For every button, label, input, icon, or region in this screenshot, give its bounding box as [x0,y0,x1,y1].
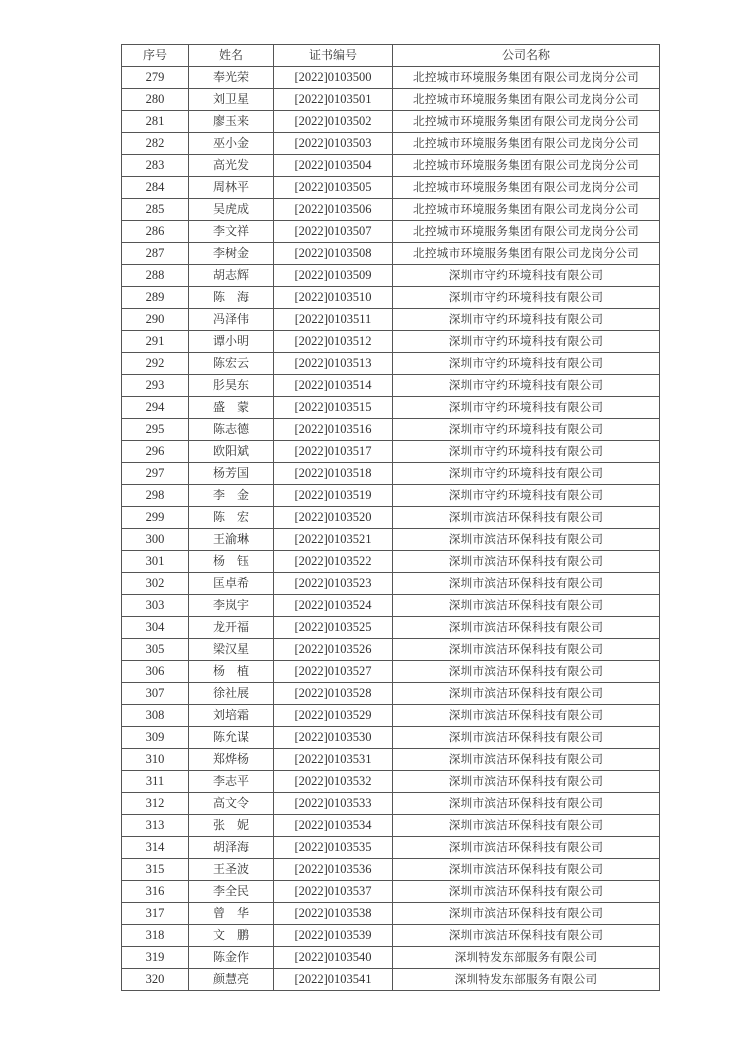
cell-company: 深圳市滨洁环保科技有限公司 [393,705,660,727]
cell-seq: 299 [122,507,189,529]
cell-company: 深圳市守约环境科技有限公司 [393,309,660,331]
cell-cert: [2022]0103535 [274,837,393,859]
cell-seq: 308 [122,705,189,727]
cell-company: 深圳市守约环境科技有限公司 [393,419,660,441]
table-row [122,529,660,551]
cell-cert: [2022]0103528 [274,683,393,705]
cell-company: 深圳市守约环境科技有限公司 [393,485,660,507]
cell-seq: 315 [122,859,189,881]
table-row [122,89,660,111]
table-row [122,661,660,683]
cell-cert: [2022]0103524 [274,595,393,617]
table-row [122,947,660,969]
cell-name: 郑烨杨 [189,749,274,771]
cell-name: 巫小金 [189,133,274,155]
table-row [122,507,660,529]
cell-name: 李志平 [189,771,274,793]
cell-seq: 293 [122,375,189,397]
cell-cert: [2022]0103500 [274,67,393,89]
cell-seq: 301 [122,551,189,573]
table-row [122,353,660,375]
cell-seq: 309 [122,727,189,749]
cell-company: 深圳特发东部服务有限公司 [393,969,660,991]
cell-name: 廖玉来 [189,111,274,133]
table-row [122,463,660,485]
cell-seq: 314 [122,837,189,859]
cell-company: 深圳市滨洁环保科技有限公司 [393,727,660,749]
cell-name: 刘培霜 [189,705,274,727]
header-company: 公司名称 [393,45,660,67]
cell-seq: 306 [122,661,189,683]
cell-seq: 298 [122,485,189,507]
cell-cert: [2022]0103520 [274,507,393,529]
cell-seq: 284 [122,177,189,199]
table-row [122,925,660,947]
cell-name: 张 妮 [189,815,274,837]
cell-cert: [2022]0103502 [274,111,393,133]
cell-seq: 316 [122,881,189,903]
cell-company: 深圳市滨洁环保科技有限公司 [393,771,660,793]
cell-company: 深圳市守约环境科技有限公司 [393,375,660,397]
cell-seq: 287 [122,243,189,265]
table-row [122,595,660,617]
cell-seq: 297 [122,463,189,485]
cell-name: 欧阳斌 [189,441,274,463]
table-row [122,221,660,243]
cell-name: 陈 海 [189,287,274,309]
table-row [122,243,660,265]
cell-seq: 302 [122,573,189,595]
cell-seq: 319 [122,947,189,969]
cell-seq: 289 [122,287,189,309]
cell-seq: 290 [122,309,189,331]
table-row [122,133,660,155]
cell-company: 北控城市环境服务集团有限公司龙岗分公司 [393,199,660,221]
cell-company: 北控城市环境服务集团有限公司龙岗分公司 [393,133,660,155]
cell-name: 盛 蒙 [189,397,274,419]
cell-company: 北控城市环境服务集团有限公司龙岗分公司 [393,89,660,111]
cell-seq: 282 [122,133,189,155]
cell-company: 深圳市守约环境科技有限公司 [393,397,660,419]
certificate-table [121,44,660,991]
cell-seq: 311 [122,771,189,793]
table-row [122,573,660,595]
cell-name: 徐社展 [189,683,274,705]
table-row [122,881,660,903]
cell-company: 深圳市滨洁环保科技有限公司 [393,551,660,573]
cell-cert: [2022]0103533 [274,793,393,815]
cell-seq: 283 [122,155,189,177]
table-row [122,265,660,287]
cell-seq: 292 [122,353,189,375]
cell-cert: [2022]0103511 [274,309,393,331]
cell-name: 吴虎成 [189,199,274,221]
cell-name: 李全民 [189,881,274,903]
cell-name: 王渝琳 [189,529,274,551]
header-cert-number: 证书编号 [274,45,393,67]
cell-seq: 280 [122,89,189,111]
cell-seq: 300 [122,529,189,551]
table-row [122,177,660,199]
cell-company: 深圳特发东部服务有限公司 [393,947,660,969]
cell-name: 奉光荣 [189,67,274,89]
cell-seq: 305 [122,639,189,661]
table-row [122,771,660,793]
cell-seq: 317 [122,903,189,925]
cell-name: 陈允谋 [189,727,274,749]
cell-company: 深圳市守约环境科技有限公司 [393,441,660,463]
cell-company: 深圳市滨洁环保科技有限公司 [393,529,660,551]
cell-company: 深圳市守约环境科技有限公司 [393,287,660,309]
cell-cert: [2022]0103540 [274,947,393,969]
cell-company: 深圳市滨洁环保科技有限公司 [393,639,660,661]
header-seq: 序号 [122,45,189,67]
table-row [122,287,660,309]
cell-company: 深圳市守约环境科技有限公司 [393,353,660,375]
table-row [122,815,660,837]
cell-cert: [2022]0103531 [274,749,393,771]
cell-name: 肜昊东 [189,375,274,397]
cell-company: 深圳市滨洁环保科技有限公司 [393,837,660,859]
cell-seq: 279 [122,67,189,89]
cell-seq: 307 [122,683,189,705]
cell-name: 胡泽海 [189,837,274,859]
cell-company: 北控城市环境服务集团有限公司龙岗分公司 [393,177,660,199]
table-row [122,903,660,925]
cell-cert: [2022]0103538 [274,903,393,925]
cell-company: 深圳市滨洁环保科技有限公司 [393,793,660,815]
cell-name: 李 金 [189,485,274,507]
cell-cert: [2022]0103505 [274,177,393,199]
table-row [122,969,660,991]
table-row [122,441,660,463]
cell-cert: [2022]0103525 [274,617,393,639]
cell-name: 龙开福 [189,617,274,639]
cell-cert: [2022]0103512 [274,331,393,353]
table-row [122,485,660,507]
cell-company: 深圳市滨洁环保科技有限公司 [393,815,660,837]
cell-seq: 286 [122,221,189,243]
cell-cert: [2022]0103541 [274,969,393,991]
table-row [122,683,660,705]
cell-cert: [2022]0103537 [274,881,393,903]
cell-company: 深圳市滨洁环保科技有限公司 [393,903,660,925]
cell-company: 深圳市滨洁环保科技有限公司 [393,595,660,617]
cell-name: 周林平 [189,177,274,199]
table-row [122,705,660,727]
cell-name: 冯泽伟 [189,309,274,331]
table-row [122,397,660,419]
cell-name: 梁汉星 [189,639,274,661]
cell-cert: [2022]0103517 [274,441,393,463]
cell-seq: 296 [122,441,189,463]
cell-cert: [2022]0103539 [274,925,393,947]
cell-seq: 281 [122,111,189,133]
cell-name: 胡志辉 [189,265,274,287]
cell-cert: [2022]0103506 [274,199,393,221]
cell-company: 深圳市守约环境科技有限公司 [393,265,660,287]
table-row [122,375,660,397]
cell-seq: 291 [122,331,189,353]
cell-company: 深圳市滨洁环保科技有限公司 [393,661,660,683]
cell-seq: 288 [122,265,189,287]
cell-company: 深圳市滨洁环保科技有限公司 [393,507,660,529]
cell-name: 杨 钰 [189,551,274,573]
cell-name: 曾 华 [189,903,274,925]
cell-seq: 320 [122,969,189,991]
cell-name: 谭小明 [189,331,274,353]
cell-cert: [2022]0103516 [274,419,393,441]
table-row [122,199,660,221]
cell-name: 高文令 [189,793,274,815]
cell-cert: [2022]0103521 [274,529,393,551]
cell-company: 北控城市环境服务集团有限公司龙岗分公司 [393,111,660,133]
cell-cert: [2022]0103527 [274,661,393,683]
cell-company: 深圳市守约环境科技有限公司 [393,331,660,353]
table-body [122,67,660,991]
cell-cert: [2022]0103504 [274,155,393,177]
cell-name: 匡卓希 [189,573,274,595]
cell-cert: [2022]0103509 [274,265,393,287]
table-row [122,155,660,177]
cell-name: 文 鹏 [189,925,274,947]
table-row [122,67,660,89]
cell-seq: 295 [122,419,189,441]
cell-cert: [2022]0103508 [274,243,393,265]
cell-company: 深圳市滨洁环保科技有限公司 [393,617,660,639]
cell-cert: [2022]0103518 [274,463,393,485]
cell-cert: [2022]0103514 [274,375,393,397]
cell-name: 陈 宏 [189,507,274,529]
cell-seq: 310 [122,749,189,771]
cell-company: 深圳市滨洁环保科技有限公司 [393,573,660,595]
table-row [122,727,660,749]
cell-company: 北控城市环境服务集团有限公司龙岗分公司 [393,243,660,265]
cell-cert: [2022]0103523 [274,573,393,595]
cell-seq: 285 [122,199,189,221]
cell-cert: [2022]0103507 [274,221,393,243]
cell-seq: 318 [122,925,189,947]
table-row [122,837,660,859]
table-row [122,617,660,639]
cell-name: 刘卫星 [189,89,274,111]
cell-cert: [2022]0103534 [274,815,393,837]
cell-name: 陈宏云 [189,353,274,375]
cell-cert: [2022]0103522 [274,551,393,573]
cell-company: 深圳市滨洁环保科技有限公司 [393,749,660,771]
cell-company: 深圳市滨洁环保科技有限公司 [393,925,660,947]
cell-cert: [2022]0103526 [274,639,393,661]
cell-company: 北控城市环境服务集团有限公司龙岗分公司 [393,221,660,243]
cell-seq: 304 [122,617,189,639]
cell-name: 李岚宇 [189,595,274,617]
cell-name: 陈金作 [189,947,274,969]
cell-cert: [2022]0103519 [274,485,393,507]
cell-cert: [2022]0103529 [274,705,393,727]
cell-name: 颜慧亮 [189,969,274,991]
table-row [122,749,660,771]
cell-name: 李文祥 [189,221,274,243]
cell-company: 深圳市滨洁环保科技有限公司 [393,859,660,881]
table-row [122,859,660,881]
table-row [122,551,660,573]
cell-cert: [2022]0103530 [274,727,393,749]
cell-company: 深圳市滨洁环保科技有限公司 [393,683,660,705]
table-row [122,639,660,661]
cell-name: 陈志德 [189,419,274,441]
cell-seq: 303 [122,595,189,617]
cell-name: 李树金 [189,243,274,265]
cell-cert: [2022]0103510 [274,287,393,309]
table-row [122,419,660,441]
header-name: 姓名 [189,45,274,67]
cell-name: 杨 植 [189,661,274,683]
cell-cert: [2022]0103536 [274,859,393,881]
cell-cert: [2022]0103503 [274,133,393,155]
cell-company: 北控城市环境服务集团有限公司龙岗分公司 [393,67,660,89]
cell-name: 杨芳国 [189,463,274,485]
cell-company: 北控城市环境服务集团有限公司龙岗分公司 [393,155,660,177]
table-row [122,111,660,133]
table-row [122,309,660,331]
cell-cert: [2022]0103501 [274,89,393,111]
cell-company: 深圳市守约环境科技有限公司 [393,463,660,485]
cell-name: 王圣波 [189,859,274,881]
cell-seq: 313 [122,815,189,837]
cell-cert: [2022]0103532 [274,771,393,793]
cell-name: 高光发 [189,155,274,177]
cell-cert: [2022]0103515 [274,397,393,419]
cell-company: 深圳市滨洁环保科技有限公司 [393,881,660,903]
cell-seq: 294 [122,397,189,419]
table-row [122,793,660,815]
table-header-row [122,45,660,67]
cell-seq: 312 [122,793,189,815]
table-row [122,331,660,353]
cell-cert: [2022]0103513 [274,353,393,375]
